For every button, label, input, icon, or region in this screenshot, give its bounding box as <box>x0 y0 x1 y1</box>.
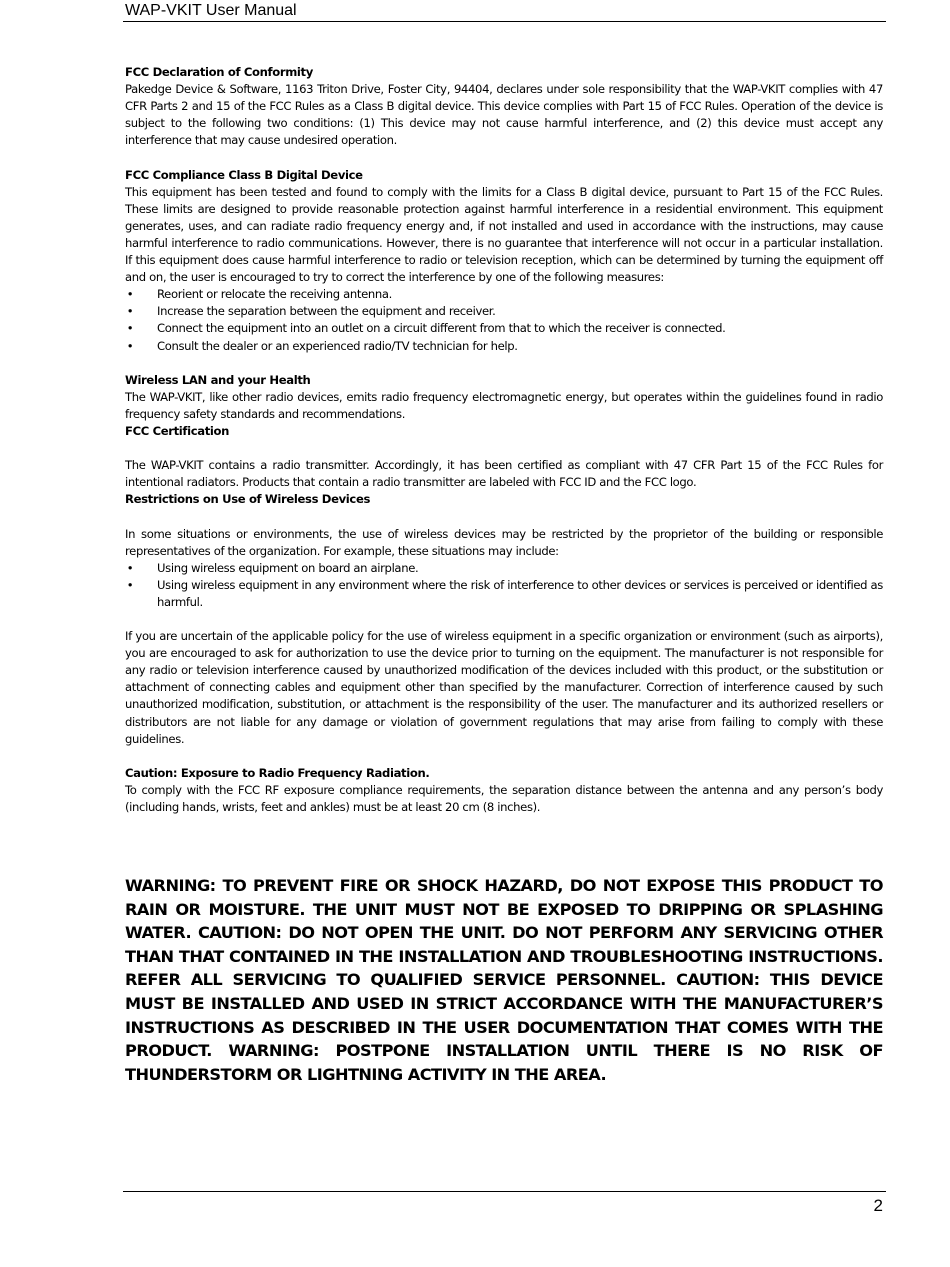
footer-divider <box>123 1191 886 1192</box>
bullet-icon: • <box>126 304 134 319</box>
list-item <box>125 577 883 611</box>
bullet-icon: • <box>126 338 134 353</box>
interference-measures-list <box>125 286 883 354</box>
list-item-text: Connect the equipment into an outlet on a circuit different from that to which the receiver is connected. <box>157 321 726 336</box>
list-item <box>125 286 883 303</box>
fcc-certification-heading: FCC Certification <box>125 423 230 438</box>
wireless-health-text: The WAP-VKIT, like other radio devices, emits radio frequency electromagnetic energy, but operates within the guidelines found in radio frequency safety standards and recommendations. <box>125 389 883 421</box>
bullet-icon: • <box>126 560 134 575</box>
safety-warning: WARNING: TO PREVENT FIRE OR SHOCK HAZARD, DO NOT EXPOSE THIS PRODUCT TO RAIN OR MOISTURE. THE UNIT MUST NOT BE EXPOSED TO DRIPPING OR SPLASHING WATER. CAUTION: DO NOT OPEN THE UNIT. DO NOT PERFORM ANY SERVICING OTHER THAN THAT CONTAINED IN THE INSTALLATION AND TROUBLESHOOTING INSTRUCTIONS. REFER ALL SERVICING TO QUALIFIED SERVICE PERSONNEL. CAUTION: THIS DEVICE MUST BE INSTALLED AND USED IN STRICT ACCORDANCE WITH THE MANUFACTURER’S INSTRUCTIONS AS DESCRIBED IN THE USER DOCUMENTATION THAT COMES WITH THE PRODUCT. WARNING: POSTPONE INSTALLATION UNTIL THERE IS NO RISK OF THUNDERSTORM OR LIGHTNING ACTIVITY IN THE AREA. <box>125 876 883 1084</box>
list-item-text: Consult the dealer or an experienced radio/TV technician for help. <box>157 338 518 353</box>
spacer <box>125 508 883 525</box>
restrictions-heading: Restrictions on Use of Wireless Devices <box>125 492 371 507</box>
spacer <box>125 149 883 166</box>
spacer <box>125 355 883 372</box>
list-item-text: Reorient or relocate the receiving antenna. <box>157 287 392 302</box>
header-title: WAP-VKIT User Manual <box>125 2 297 19</box>
spacer <box>125 440 883 457</box>
bullet-icon: • <box>126 577 134 592</box>
restrictions-text: In some situations or environments, the use of wireless devices may be restricted by the proprietor of the building or responsible representatives of the organization. For example, these situations may include: <box>125 526 883 558</box>
page-number: 2 <box>873 1196 883 1215</box>
header-divider <box>123 21 886 22</box>
list-item <box>125 303 883 320</box>
fcc-class-b-text: This equipment has been tested and found to comply with the limits for a Class B digital device, pursuant to Part 15 of the FCC Rules. These limits are designed to provide reasonable protection against harmful interference in a residential environment. This equipment generates, uses, and can radiate radio frequency energy and, if not installed and used in accordance with the instructions, may cause harmful interference to radio communications. However, there is no guarantee that interference will not occur in a particular installation. If this equipment does cause harmful interference to radio or television reception, which can be determined by turning the equipment off and on, the user is encouraged to try to correct the interference by one of the following measures: <box>125 184 883 285</box>
caution-rf-heading: Caution: Exposure to Radio Frequency Radiation. <box>125 765 430 780</box>
fcc-declaration-text: Pakedge Device & Software, 1163 Triton Drive, Foster City, 94404, declares under sole responsibility that the WAP-VKIT complies with 47 CFR Parts 2 and 15 of the FCC Rules as a Class B digital device. This device complies with Part 15 of FCC Rules. Operation of the device is subject to the following two conditions: (1) This device may not cause harmful interference, and (2) this device must accept any interference that may cause undesired operation. <box>125 82 883 148</box>
restricted-situations-list <box>125 560 883 611</box>
list-item-text: Using wireless equipment on board an airplane. <box>157 560 419 575</box>
wireless-health-heading: Wireless LAN and your Health <box>125 372 311 387</box>
spacer <box>125 611 883 628</box>
caution-rf-text: To comply with the FCC RF exposure compliance requirements, the separation distance between the antenna and any person’s body (including hands, wrists, feet and ankles) must be at least 20 cm (8 inches). <box>125 782 883 815</box>
fcc-certification-text: The WAP-VKIT contains a radio transmitter. Accordingly, it has been certified as compliant with 47 CFR Part 15 of the FCC Rules for intentional radiators. Products that contain a radio transmitter are labeled with FCC ID and the FCC logo. <box>125 458 883 490</box>
bullet-icon: • <box>126 287 134 302</box>
list-item-text: Increase the separation between the equipment and receiver. <box>157 304 496 319</box>
fcc-declaration-heading: FCC Declaration of Conformity <box>125 65 313 79</box>
list-item-text: Using wireless equipment in any environment where the risk of interference to other devices or services is perceived or identified as harmful. <box>157 577 883 609</box>
list-item <box>125 560 883 577</box>
fcc-class-b-heading: FCC Compliance Class B Digital Device <box>125 167 363 182</box>
spacer <box>125 748 883 765</box>
restrictions-policy-text: If you are uncertain of the applicable policy for the use of wireless equipment in a specific organization or environment (such as airports), you are encouraged to ask for authorization to use the device prior to turning on the equipment. The manufacturer is not responsible for any radio or television interference caused by unauthorized modification of the devices included with this product, or the substitution or attachment of connecting cables and equipment other than specified by the manufacturer. Correction of interference caused by such unauthorized modification, substitution, or attachment is the responsibility of the user. The manufacturer and its authorized resellers or distributors are not liable for any damage or violation of government regulations that may arise from failing to comply with these guidelines. <box>125 629 883 746</box>
document-body <box>125 64 883 816</box>
bullet-icon: • <box>126 321 134 336</box>
list-item <box>125 338 883 355</box>
list-item <box>125 320 883 337</box>
